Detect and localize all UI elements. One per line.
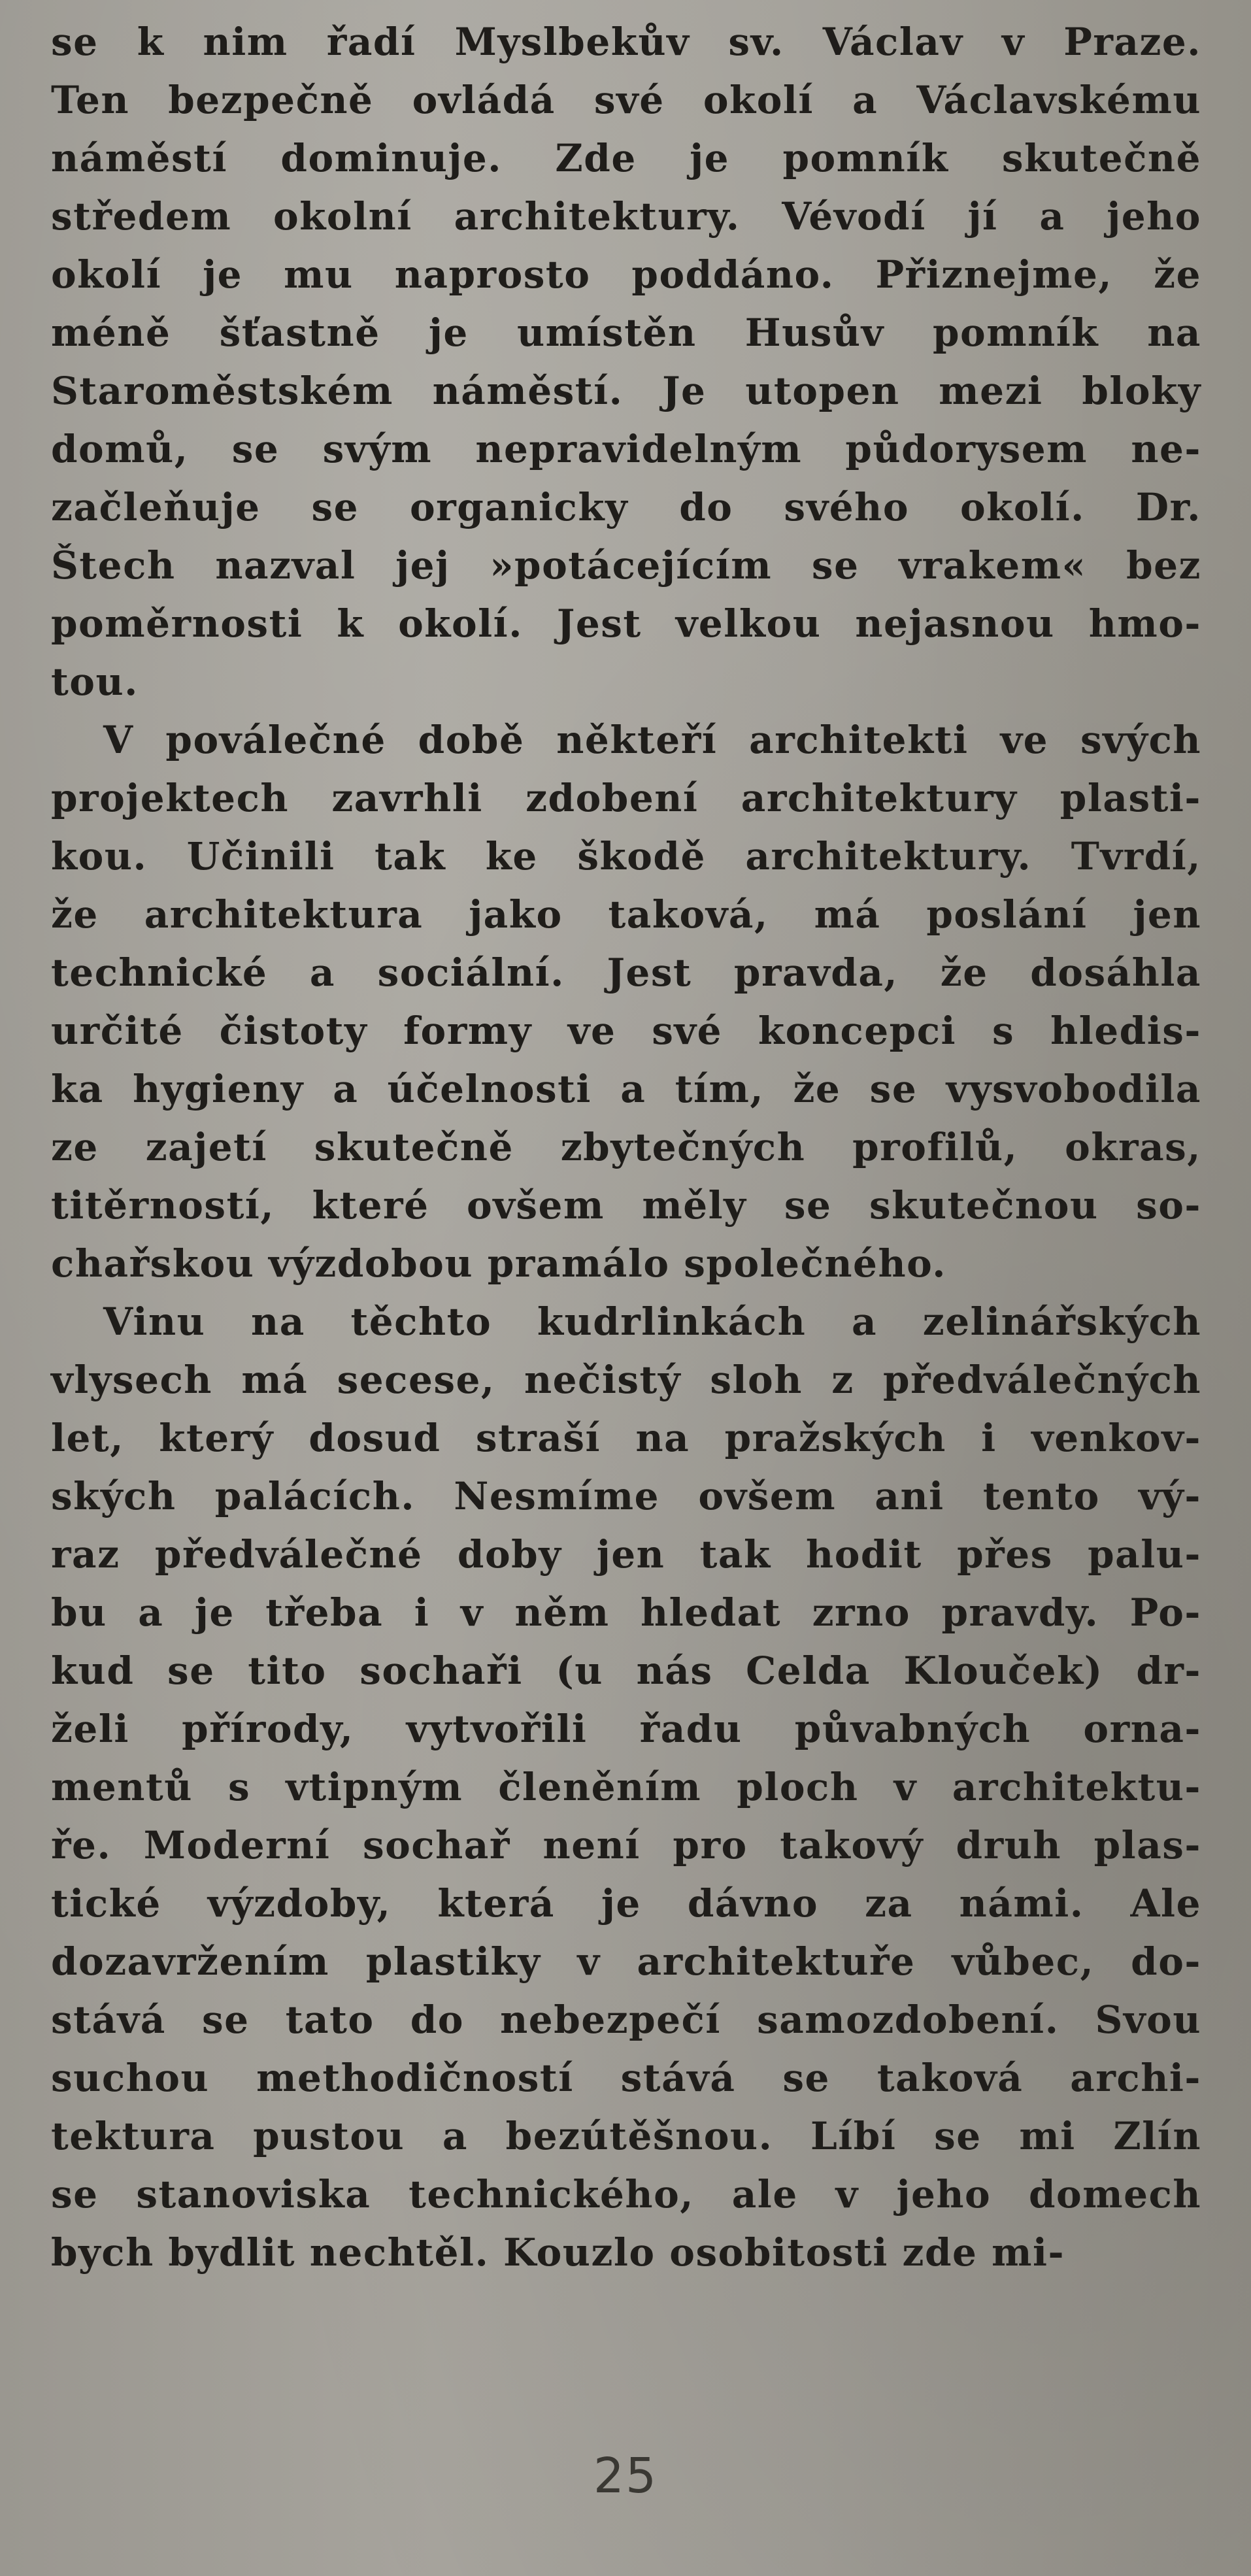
- text-line: Staroměstském náměstí. Je utopen mezi bloky: [51, 369, 1201, 413]
- text-line: ka hygieny a účelnosti a tím, že se vysvobodila: [51, 1067, 1201, 1111]
- text-line: že architektura jako taková, má poslání jen: [51, 892, 1201, 937]
- text-line: projektech zavrhli zdobení architektury plasti-: [51, 776, 1201, 820]
- text-line: Ten bezpečně ovládá své okolí a Václavskému: [51, 78, 1201, 122]
- text-line: tou.: [51, 660, 139, 704]
- text-line: raz předválečné doby jen tak hodit přes palu-: [51, 1532, 1201, 1577]
- text-line: chařskou výzdobou pramálo společného.: [51, 1241, 946, 1286]
- text-line: tické výzdoby, která je dávno za námi. Ale: [51, 1881, 1201, 1926]
- text-line: okolí je mu naprosto poddáno. Přiznejme, že: [51, 252, 1201, 297]
- text-line: se stanoviska technického, ale v jeho domech: [51, 2172, 1201, 2216]
- text-line: mentů s vtipným členěním ploch v architektu-: [51, 1765, 1201, 1809]
- text-line: želi přírody, vytvořili řadu půvabných orna-: [51, 1707, 1201, 1751]
- text-line: poměrnosti k okolí. Jest velkou nejasnou hmo-: [51, 601, 1201, 646]
- text-line: V poválečné době někteří architekti ve svých: [103, 718, 1201, 762]
- text-line: ských palácích. Nesmíme ovšem ani tento vý-: [51, 1474, 1201, 1518]
- paragraph: [51, 13, 1201, 711]
- text-line: bych bydlit nechtěl. Kouzlo osobitosti zde mi-: [51, 2230, 1065, 2275]
- text-line: se k nim řadí Myslbekův sv. Václav v Praze.: [51, 20, 1201, 64]
- text-line: Vinu na těchto kudrlinkách a zelinářských: [103, 1299, 1201, 1344]
- text-line: technické a sociální. Jest pravda, že dosáhla: [51, 950, 1201, 995]
- text-line: určité čistoty formy ve své koncepci s hledis-: [51, 1009, 1201, 1053]
- text-line: ze zajetí skutečně zbytečných profilů, okras,: [51, 1125, 1201, 1169]
- text-line: stává se tato do nebezpečí samozdobení. Svou: [51, 1998, 1201, 2042]
- text-line: tektura pustou a bezútěšnou. Líbí se mi Zlín: [51, 2114, 1201, 2158]
- body-text: [51, 13, 1201, 2282]
- paragraph: [51, 711, 1201, 1293]
- text-line: bu a je třeba i v něm hledat zrno pravdy. Po-: [51, 1590, 1201, 1635]
- text-line: dozavržením plastiky v architektuře vůbec, do-: [51, 1939, 1201, 1984]
- text-line: kou. Učinili tak ke škodě architektury. Tvrdí,: [51, 834, 1201, 878]
- text-line: kud se tito sochaři (u nás Celda Klouček) dr-: [51, 1648, 1201, 1693]
- text-line: středem okolní architektury. Vévodí jí a jeho: [51, 194, 1201, 239]
- paragraph: [51, 1293, 1201, 2282]
- text-line: Štech nazval jej »potácejícím se vrakem« bez: [51, 543, 1201, 588]
- text-line: domů, se svým nepravidelným půdorysem ne-: [51, 427, 1201, 471]
- text-line: let, který dosud straší na pražských i venkov-: [51, 1416, 1201, 1460]
- text-line: ře. Moderní sochař není pro takový druh plas-: [51, 1823, 1201, 1867]
- text-line: suchou methodičností stává se taková archi-: [51, 2056, 1201, 2100]
- page-number: 25: [593, 2448, 658, 2504]
- text-line: méně šťastně je umístěn Husův pomník na: [51, 310, 1201, 355]
- text-line: titěrností, které ovšem měly se skutečnou so-: [51, 1183, 1201, 1228]
- text-line: vlysech má secese, nečistý sloh z předválečných: [51, 1358, 1201, 1402]
- text-line: začleňuje se organicky do svého okolí. Dr.: [51, 485, 1201, 529]
- text-line: náměstí dominuje. Zde je pomník skutečně: [51, 136, 1201, 180]
